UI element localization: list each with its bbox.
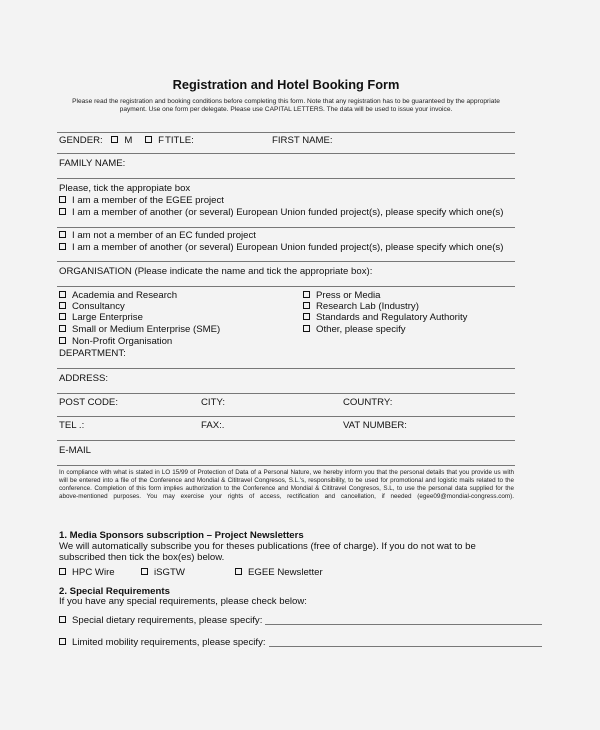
membership-specify-field[interactable] bbox=[57, 261, 515, 262]
membership-option[interactable]: I am not a member of an EC funded project bbox=[59, 230, 256, 241]
checkbox[interactable] bbox=[59, 208, 66, 215]
checkbox[interactable] bbox=[141, 568, 148, 575]
section1-text: We will automatically subscribe you for theses publications (free of charge). If you do not wat to be bbox=[59, 541, 476, 552]
newsletter-option[interactable]: HPC Wire bbox=[59, 567, 115, 578]
org-option[interactable]: Large Enterprise bbox=[59, 312, 143, 323]
dietary-specify-field[interactable] bbox=[265, 624, 542, 625]
org-option[interactable]: Press or Media bbox=[303, 290, 381, 301]
form-title: Registration and Hotel Booking Form bbox=[172, 77, 400, 92]
checkbox[interactable] bbox=[59, 231, 66, 238]
org-option[interactable]: Standards and Regulatory Authority bbox=[303, 312, 467, 323]
title-label: TITLE: bbox=[165, 135, 194, 146]
section2-title: 2. Special Requirements bbox=[59, 586, 170, 597]
checkbox[interactable] bbox=[59, 568, 66, 575]
gender-f-checkbox[interactable] bbox=[145, 136, 152, 143]
post-code-city-country-field[interactable] bbox=[57, 416, 515, 417]
special-option[interactable]: Limited mobility requirements, please specify: bbox=[59, 637, 266, 648]
family-name-label: FAMILY NAME: bbox=[59, 158, 126, 169]
city-label: CITY: bbox=[201, 397, 225, 408]
checkbox[interactable] bbox=[303, 302, 310, 309]
membership-option[interactable]: I am a member of another (or several) European Union funded project(s), please specify which one(s) bbox=[59, 207, 503, 218]
address-field[interactable] bbox=[57, 393, 515, 394]
checkbox[interactable] bbox=[303, 325, 310, 332]
checkbox[interactable] bbox=[59, 337, 66, 344]
gender-f-label: F bbox=[158, 135, 164, 146]
first-name-label: FIRST NAME: bbox=[272, 135, 333, 146]
checkbox[interactable] bbox=[59, 291, 66, 298]
intro-text: Please read the registration and booking conditions before completing this form. Note that any registration has to be guaranteed by the appropriate payment. Use one form per delegate. Please use CAPITAL LETTERS. The data will be used to issue your invoice. bbox=[72, 98, 500, 114]
legal-notice: In compliance with what is stated in LO 15/99 of Protection of Data of a Personal Nature, we hereby inform you that the personal details that you provide us with will be entered into a file of the Conference and Mondial & Cititravel Congresos, S.L.'s, responsibility, to be used for promotional and logistic mails related to the conference. Completion of this form implies authorization to the Conference and Mondial & Cititravel Congresos, S.L, to use the personal data supplied for the above-mentioned purposes. You may exercise your rights of access, rectification and cancellation, if needed (egee09@mondial-congress.com). bbox=[59, 469, 514, 500]
tel-fax-vat-field[interactable] bbox=[57, 440, 515, 441]
gender-m-label: M bbox=[124, 135, 133, 146]
organisation-label: ORGANISATION (Please indicate the name and tick the appropriate box): bbox=[59, 266, 373, 277]
checkbox[interactable] bbox=[59, 302, 66, 309]
checkbox[interactable] bbox=[59, 638, 66, 645]
department-field[interactable] bbox=[57, 368, 515, 369]
divider bbox=[57, 132, 515, 133]
mobility-specify-field[interactable] bbox=[269, 646, 542, 647]
checkbox[interactable] bbox=[235, 568, 242, 575]
newsletter-option[interactable]: EGEE Newsletter bbox=[235, 567, 323, 578]
checkbox[interactable] bbox=[59, 196, 66, 203]
checkbox[interactable] bbox=[59, 616, 66, 623]
checkbox[interactable] bbox=[59, 325, 66, 332]
family-name-field[interactable] bbox=[57, 178, 515, 179]
org-option[interactable]: Other, please specify bbox=[303, 324, 406, 335]
org-option[interactable]: Consultancy bbox=[59, 301, 125, 312]
org-option[interactable]: Non-Profit Organisation bbox=[59, 336, 172, 347]
post-code-label: POST CODE: bbox=[59, 397, 118, 408]
organisation-field[interactable] bbox=[57, 286, 515, 287]
tick-instruction: Please, tick the appropiate box bbox=[59, 183, 191, 194]
gender-m-checkbox[interactable] bbox=[111, 136, 118, 143]
fax-label: FAX:. bbox=[201, 420, 225, 431]
org-option[interactable]: Academia and Research bbox=[59, 290, 177, 301]
section1-text: subscribed then tick the box(es) below. bbox=[59, 552, 225, 563]
section1-title: 1. Media Sponsors subscription – Project Newsletters bbox=[59, 530, 304, 541]
checkbox[interactable] bbox=[303, 291, 310, 298]
checkbox[interactable] bbox=[59, 313, 66, 320]
membership-option[interactable]: I am a member of the EGEE project bbox=[59, 195, 224, 206]
tel-label: TEL .: bbox=[59, 420, 85, 431]
first-name-field[interactable] bbox=[57, 153, 515, 154]
special-option[interactable]: Special dietary requirements, please specify: bbox=[59, 615, 262, 626]
address-label: ADDRESS: bbox=[59, 373, 109, 384]
gender-row bbox=[59, 135, 164, 146]
department-label: DEPARTMENT: bbox=[59, 348, 126, 359]
newsletter-option[interactable]: iSGTW bbox=[141, 567, 185, 578]
org-option[interactable]: Small or Medium Enterprise (SME) bbox=[59, 324, 220, 335]
membership-option[interactable]: I am a member of another (or several) European Union funded project(s), please specify which one(s) bbox=[59, 242, 503, 253]
section2-text: If you have any special requirements, please check below: bbox=[59, 596, 307, 607]
gender-label: GENDER: bbox=[59, 135, 103, 146]
country-label: COUNTRY: bbox=[343, 397, 393, 408]
membership-specify-field[interactable] bbox=[57, 227, 515, 228]
checkbox[interactable] bbox=[303, 313, 310, 320]
email-field[interactable] bbox=[57, 465, 515, 466]
vat-label: VAT NUMBER: bbox=[343, 420, 407, 431]
email-label: E-MAIL bbox=[59, 445, 91, 456]
org-option[interactable]: Research Lab (Industry) bbox=[303, 301, 419, 312]
checkbox[interactable] bbox=[59, 243, 66, 250]
